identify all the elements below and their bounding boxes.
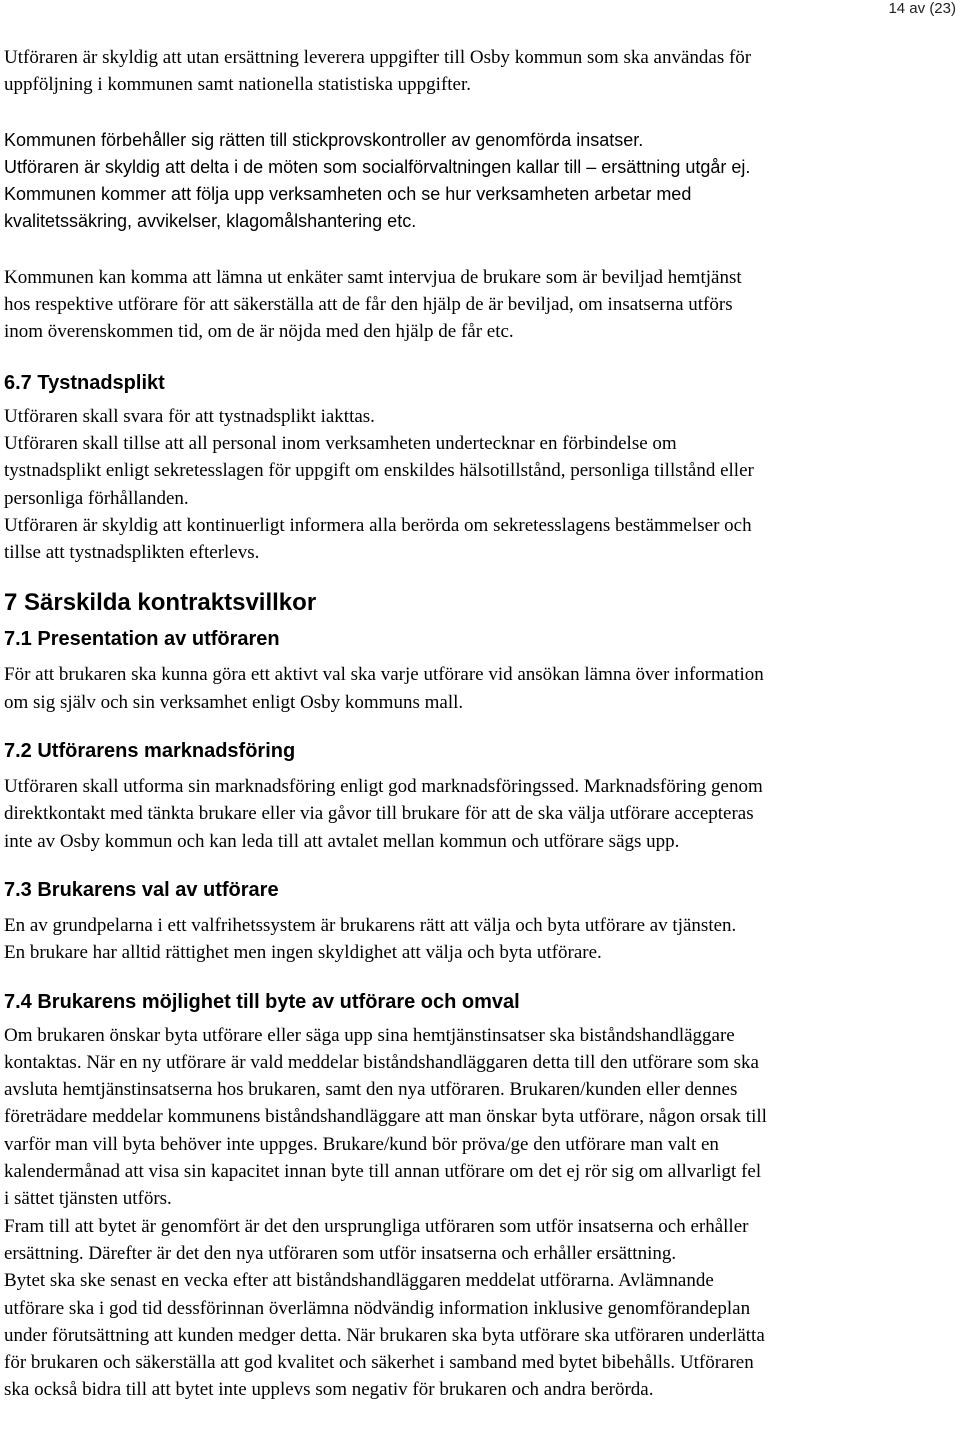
paragraph-choice [4,912,958,967]
text-line: inom överenskommen tid, om de är nöjda med den hjälp de får etc. [4,321,514,343]
text-line: Utföraren skall utforma sin marknadsföring enligt god marknadsföringssed. Marknadsföring genom [4,776,763,798]
text-line: En av grundpelarna i ett valfrihetssystem är brukarens rätt att välja och byta utförare av tjänsten. [4,914,737,936]
text-line: ska också bidra till att bytet inte upplevs som negativ för brukaren och andra berörda. [4,1379,654,1401]
text-line: hos respektive utförare för att säkerställa att de får den hjälp de är beviljad, om insatserna utförs [4,294,733,316]
text-line: Kommunen förbehåller sig rätten till stickprovskontroller av genomförda insatser. [4,129,644,150]
text-line: företrädare meddelar kommunens biståndshandläggare att man önskar byta utförare, någon orsak till [4,1106,767,1128]
chapter-heading-7: 7 Särskilda kontraktsvillkor [4,589,317,617]
text-line: Fram till att bytet är genomfört är det den ursprungliga utföraren som utför insatserna och erhåller [4,1215,749,1237]
text-line: utförare ska i god tid dessförinnan överlämna nödvändig information inklusive genomförandeplan [4,1297,751,1319]
paragraph-marketing [4,773,958,855]
text-line: kontaktas. När en ny utförare är vald meddelar biståndshandläggaren detta till den utförare som ska [4,1051,759,1073]
text-line: Utföraren är skyldig att kontinuerligt informera alla berörda om sekretesslagens bestämmelser och [4,514,752,536]
paragraph-reporting [4,44,958,99]
page-number: 14 av (23) [888,0,956,17]
text-line: kalendermånad att visa sin kapacitet innan byte till annan utförare om det ej rör sig om allvarligt fel [4,1161,762,1183]
text-line: Kommunen kan komma att lämna ut enkäter samt intervjua de brukare som är beviljad hemtjänst [4,266,742,288]
text-line: tillse att tystnadsplikten efterlevs. [4,542,260,564]
paragraph-change-provider [4,1022,958,1404]
section-heading-7-3: 7.3 Brukarens val av utförare [4,878,279,901]
section-heading-6-7: 6.7 Tystnadsplikt [4,371,165,394]
text-line: Om brukaren önskar byta utförare eller säga upp sina hemtjänstinsatser ska biståndshandläggare [4,1024,735,1046]
text-line: En brukare har alltid rättighet men ingen skyldighet att välja och byta utförare. [4,942,602,964]
text-line: Utföraren är skyldig att utan ersättning leverera uppgifter till Osby kommun som ska användas för [4,47,752,68]
text-line: för brukaren och säkerställa att god kvalitet och säkerhet i samband med bytet bibehålls. Utföraren [4,1352,754,1374]
text-line: kvalitetssäkring, avvikelser, klagomålshantering etc. [4,211,417,232]
document-body [4,44,958,1404]
text-line: varför man vill byta behöver inte uppges. Brukare/kund bör pröva/ge den utförare man valt en [4,1133,719,1155]
text-line: Kommunen kommer att följa upp verksamheten och se hur verksamheten arbetar med [4,184,692,205]
paragraph-confidentiality [4,403,958,567]
section-heading-7-1: 7.1 Presentation av utföraren [4,628,280,651]
text-line: uppföljning i kommunen samt nationella statistiska uppgifter. [4,74,472,96]
text-line: Utföraren skall tillse att all personal inom verksamheten undertecknar en förbindelse om [4,432,677,454]
text-line: under förutsättning att kunden medger detta. När brukaren ska byta utförare ska utföraren underlätta [4,1324,765,1346]
text-line: direktkontakt med tänkta brukare eller via gåvor till brukare för att de ska välja utförare accepteras [4,803,754,825]
text-line: För att brukaren ska kunna göra ett aktivt val ska varje utförare vid ansökan lämna över information [4,664,764,686]
text-line: i sättet tjänsten utförs. [4,1188,172,1210]
section-heading-7-2: 7.2 Utförarens marknadsföring [4,740,296,763]
text-line: avsluta hemtjänstinsatserna hos brukaren, samt den nya utföraren. Brukaren/kunden eller dennes [4,1079,738,1101]
paragraph-controls [4,127,958,236]
text-line: personliga förhållanden. [4,487,189,509]
text-line: Utföraren är skyldig att delta i de möten som socialförvaltningen kallar till – ersättning utgår ej. [4,156,751,177]
text-line: inte av Osby kommun och kan leda till att avtalet mellan kommun och utförare sägs upp. [4,830,680,852]
paragraph-surveys [4,264,958,346]
text-line: ersättning. Därefter är det den nya utföraren som utför insatserna och erhåller ersättning. [4,1242,677,1264]
text-line: Utföraren skall svara för att tystnadsplikt iakttas. [4,405,375,427]
text-line: om sig själv och sin verksamhet enligt Osby kommuns mall. [4,691,464,713]
text-line: tystnadsplikt enligt sekretesslagen för uppgift om enskildes hälsotillstånd, personliga tillstånd eller [4,460,754,482]
paragraph-presentation [4,661,958,716]
text-line: Bytet ska ske senast en vecka efter att biståndshandläggaren meddelat utförarna. Avlämnande [4,1270,714,1292]
section-heading-7-4: 7.4 Brukarens möjlighet till byte av utförare och omval [4,990,520,1013]
